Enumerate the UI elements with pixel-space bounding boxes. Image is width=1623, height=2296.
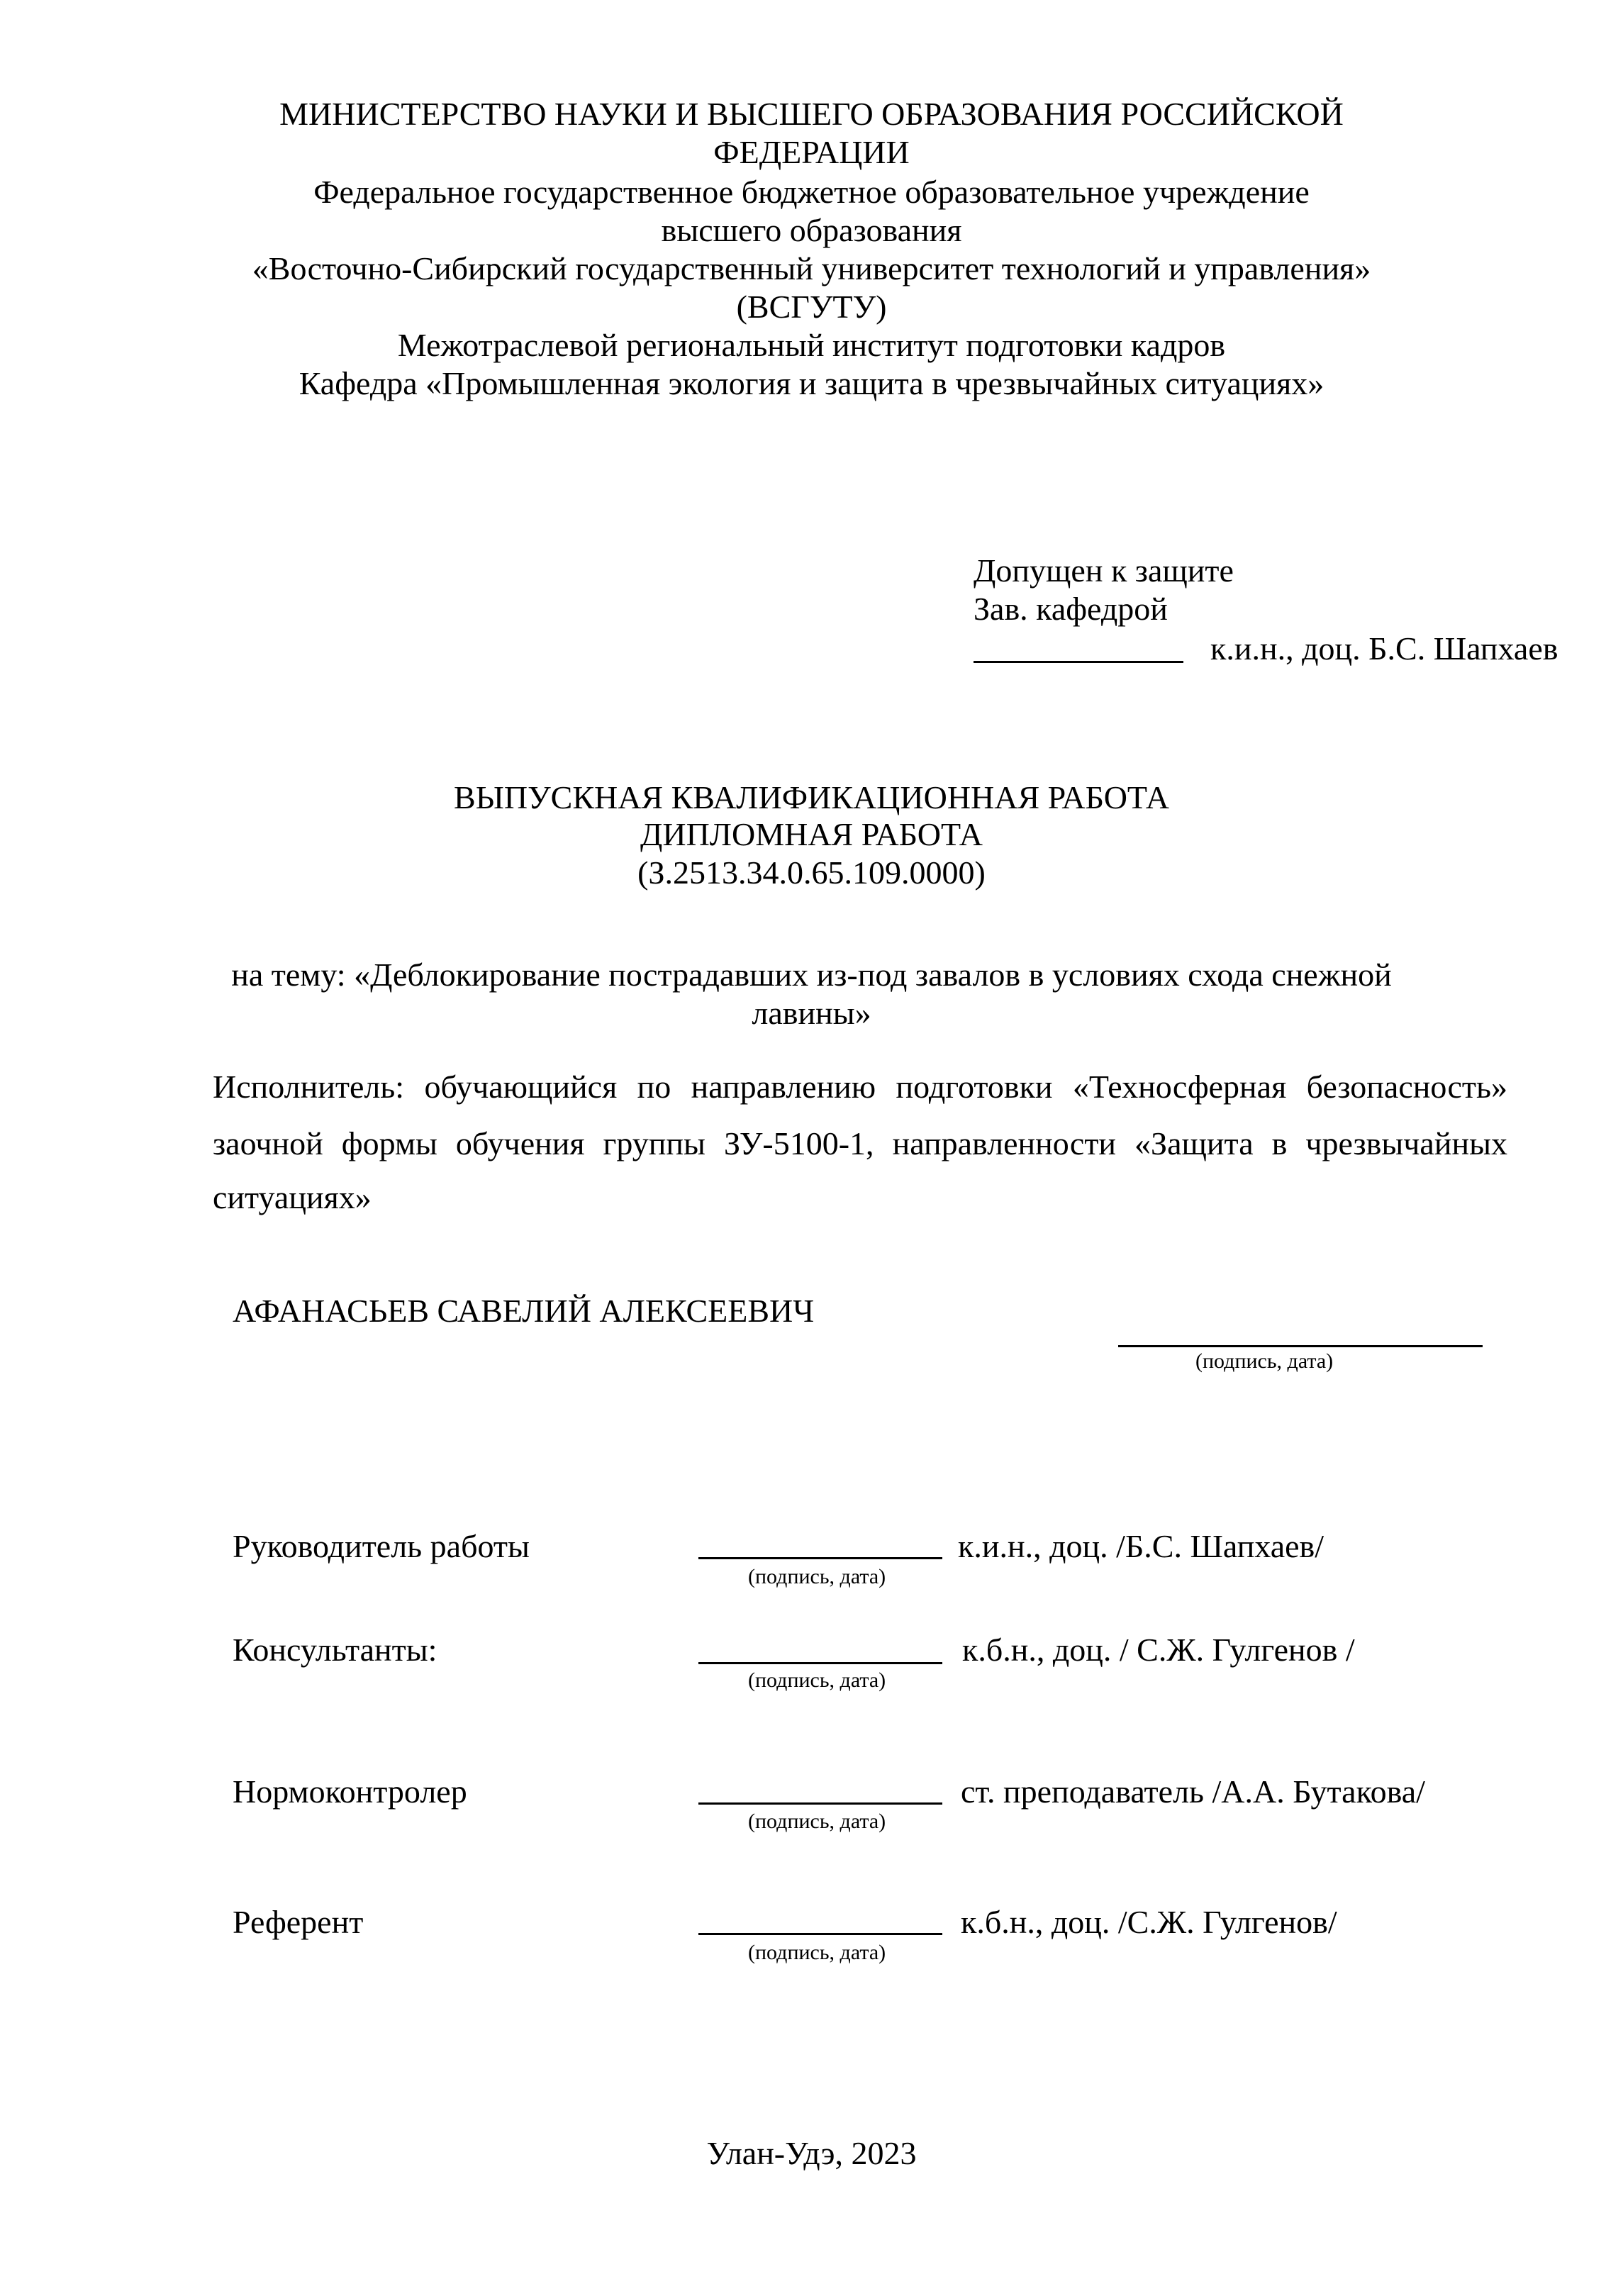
executor-name: АФАНАСЬЕВ САВЕЛИЙ АЛЕКСЕЕВИЧ	[233, 1293, 815, 1329]
signature-line	[698, 1933, 942, 1935]
topic-line-1: на тему: «Деблокирование пострадавших из-под завалов в условиях схода снежной	[231, 957, 1392, 993]
executor-signature-caption: (подпись, дата)	[1195, 1349, 1334, 1373]
signature-person: ст. преподаватель /А.А. Бутакова/	[961, 1773, 1425, 1810]
signature-role: Референт	[233, 1904, 364, 1940]
signature-line	[698, 1662, 942, 1664]
signature-person: к.и.н., доц. /Б.С. Шапхаев/	[958, 1528, 1324, 1564]
work-code: (З.2513.34.0.65.109.0000)	[637, 854, 986, 891]
work-title-line-1: ВЫПУСКНАЯ КВАЛИФИКАЦИОННАЯ РАБОТА	[454, 779, 1169, 815]
executor-signature-line	[1118, 1345, 1483, 1347]
signature-caption: (подпись, дата)	[748, 1668, 886, 1692]
department-line: Кафедра «Промышленная экология и защита в чрезвычайных ситуациях»	[299, 365, 1324, 401]
signature-role: Руководитель работы	[233, 1528, 530, 1564]
approval-signature-line	[974, 661, 1183, 663]
executor-line-1: Исполнитель: обучающийся по направлению подготовки «Техносферная безопасность»	[213, 1069, 1507, 1105]
signature-person: к.б.н., доц. /С.Ж. Гулгенов/	[961, 1904, 1337, 1940]
signature-caption: (подпись, дата)	[748, 1941, 886, 1964]
work-title-line-2: ДИПЛОМНАЯ РАБОТА	[640, 816, 983, 852]
topic-line-2: лавины»	[752, 995, 871, 1031]
executor-line-2: заочной формы обучения группы ЗУ-5100-1, направленности «Защита в чрезвычайных	[213, 1125, 1507, 1161]
signature-role: Консультанты:	[233, 1632, 437, 1668]
signature-caption: (подпись, дата)	[748, 1565, 886, 1588]
ministry-line-2: ФЕДЕРАЦИИ	[713, 134, 910, 170]
approval-line-2: Зав. кафедрой	[974, 591, 1168, 627]
ministry-line-1: МИНИСТЕРСТВО НАУКИ И ВЫСШЕГО ОБРАЗОВАНИЯ РОССИЙСКОЙ	[279, 96, 1344, 132]
signature-line	[698, 1557, 942, 1559]
signature-role: Нормоконтролер	[233, 1773, 467, 1810]
signature-caption: (подпись, дата)	[748, 1810, 886, 1833]
signature-line	[698, 1802, 942, 1805]
city-year: Улан-Удэ, 2023	[706, 2135, 917, 2171]
approval-signer: к.и.н., доц. Б.С. Шапхаев	[1210, 630, 1558, 667]
institution-type-line: Федеральное государственное бюджетное образовательное учреждение	[313, 174, 1310, 210]
university-name-line: «Восточно-Сибирский государственный университет технологий и управления»	[252, 250, 1371, 286]
university-abbr-line: (ВСГУТУ)	[736, 289, 887, 325]
approval-line-1: Допущен к защите	[974, 552, 1234, 589]
signature-person: к.б.н., доц. / С.Ж. Гулгенов /	[962, 1632, 1355, 1668]
institution-level-line: высшего образования	[661, 212, 962, 248]
institute-line: Межотраслевой региональный институт подготовки кадров	[397, 327, 1226, 363]
executor-line-3: ситуациях»	[213, 1179, 372, 1215]
